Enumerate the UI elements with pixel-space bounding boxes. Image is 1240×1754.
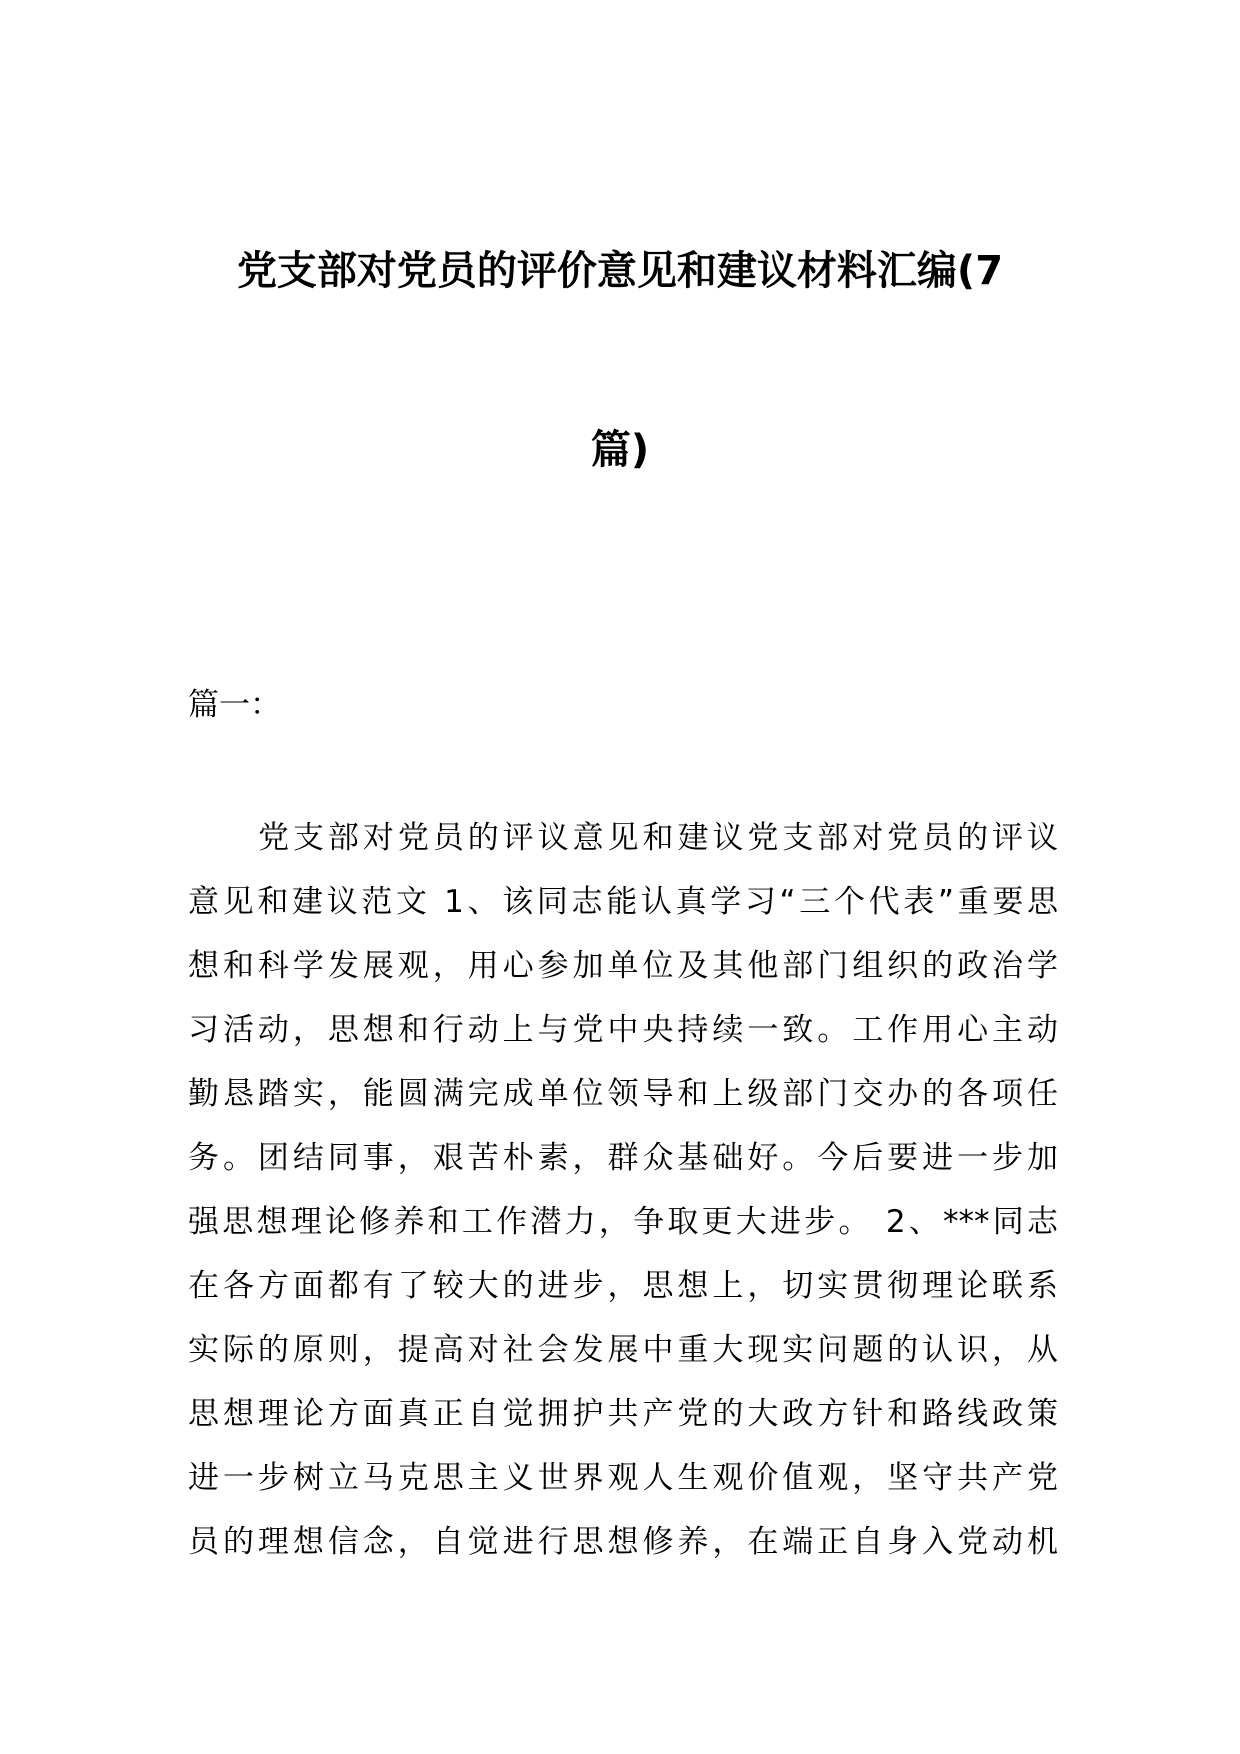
body-line: 党支部对党员的评议意见和建议党支部对党员的评议	[258, 820, 1058, 856]
body-line: 意见和建议范文 1、该同志能认真学习“三个代表”重要思	[188, 884, 1058, 920]
body-line: 勤恳踏实，能圆满完成单位领导和上级部门交办的各项任	[188, 1076, 1058, 1112]
body-line: 习活动，思想和行动上与党中央持续一致。工作用心主动	[188, 1012, 1058, 1048]
body-line: 想和科学发展观，用心参加单位及其他部门组织的政治学	[188, 948, 1058, 984]
body-paragraph	[188, 806, 1058, 1574]
body-line: 思想理论方面真正自觉拥护共产党的大政方针和路线政策	[188, 1396, 1058, 1432]
document-title-line-1: 党支部对党员的评价意见和建议材料汇编(7	[236, 248, 1004, 294]
body-line: 员的理想信念，自觉进行思想修养，在端正自身入党动机	[188, 1524, 1058, 1560]
body-line: 实际的原则，提高对社会发展中重大现实问题的认识，从	[188, 1332, 1058, 1368]
section-label: 篇一：	[188, 687, 281, 723]
document-title-line-2: 篇)	[590, 427, 650, 473]
body-line: 在各方面都有了较大的进步，思想上，切实贯彻理论联系	[188, 1268, 1058, 1304]
body-line: 强思想理论修养和工作潜力，争取更大进步。 2、***同志	[188, 1204, 1058, 1240]
body-line: 进一步树立马克思主义世界观人生观价值观，坚守共产党	[188, 1460, 1058, 1496]
body-line: 务。团结同事，艰苦朴素，群众基础好。今后要进一步加	[188, 1140, 1058, 1176]
